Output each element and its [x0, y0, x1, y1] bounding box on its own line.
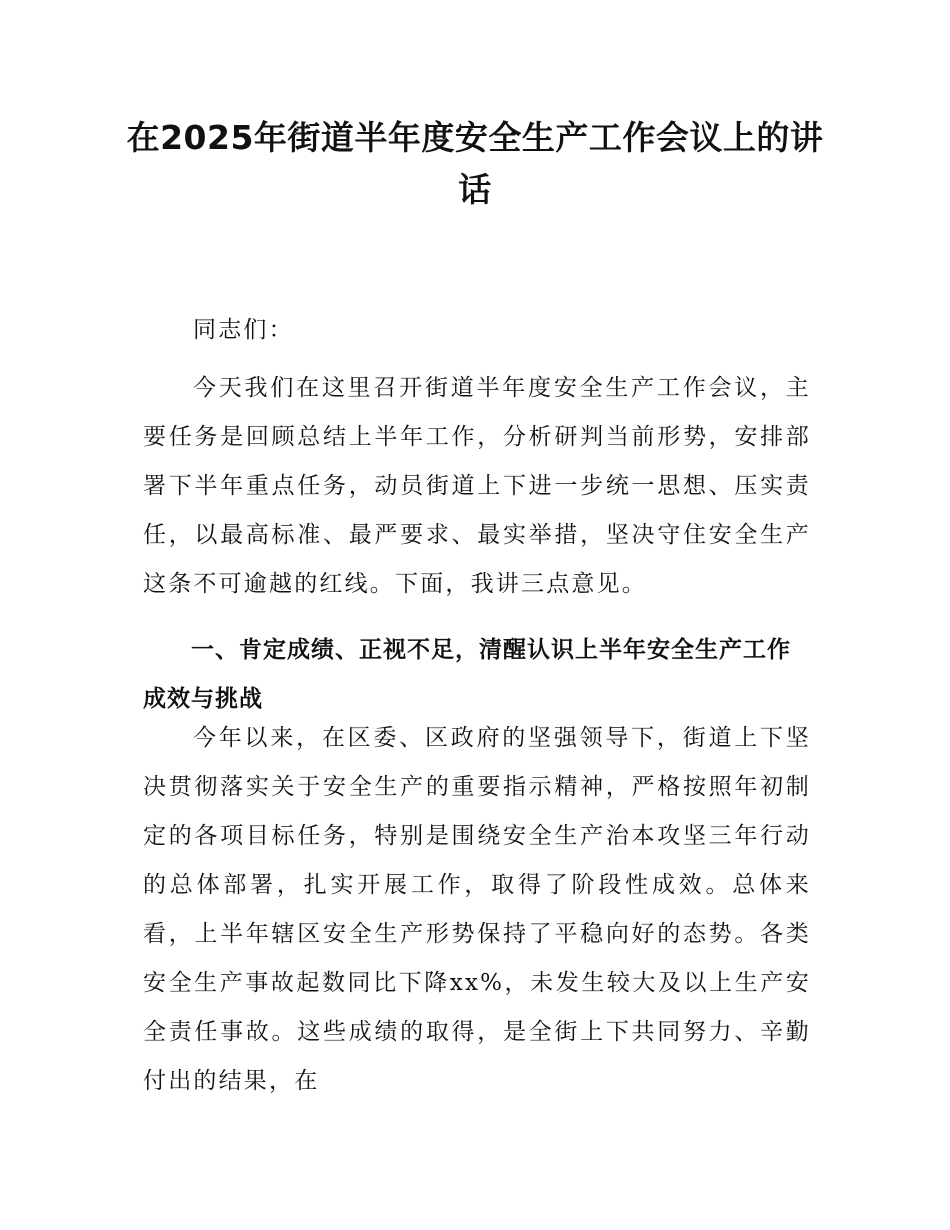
section-heading-1: 一、肯定成绩、正视不足，清醒认识上半年安全生产工作成效与挑战 [143, 637, 791, 712]
greeting: 同志们： [193, 317, 294, 343]
paragraph-intro: 今天我们在这里召开街道半年度安全生产工作会议，主要任务是回顾总结上半年工作，分析研判当前形势，安排部署下半年重点任务，动员街道上下进一步统一思想、压实责任，以最高标准、最严要求、最实举措，坚决守住安全生产这条不可逾越的红线。下面，我讲三点意见。 [143, 375, 811, 597]
document-title: 在2025年街道半年度安全生产工作会议上的讲话 [126, 118, 824, 209]
paragraph-section-1: 今年以来，在区委、区政府的坚强领导下，街道上下坚决贯彻落实关于安全生产的重要指示精神，严格按照年初制定的各项目标任务，特别是围绕安全生产治本攻坚三年行动的总体部署，扎实开展工作，取得了阶段性成效。总体来看，上半年辖区安全生产形势保持了平稳向好的态势。各类安全生产事故起数同比下降xx%，未发生较大及以上生产安全责任事故。这些成绩的取得，是全街上下共同努力、辛勤付出的结果，在 [143, 725, 811, 1094]
